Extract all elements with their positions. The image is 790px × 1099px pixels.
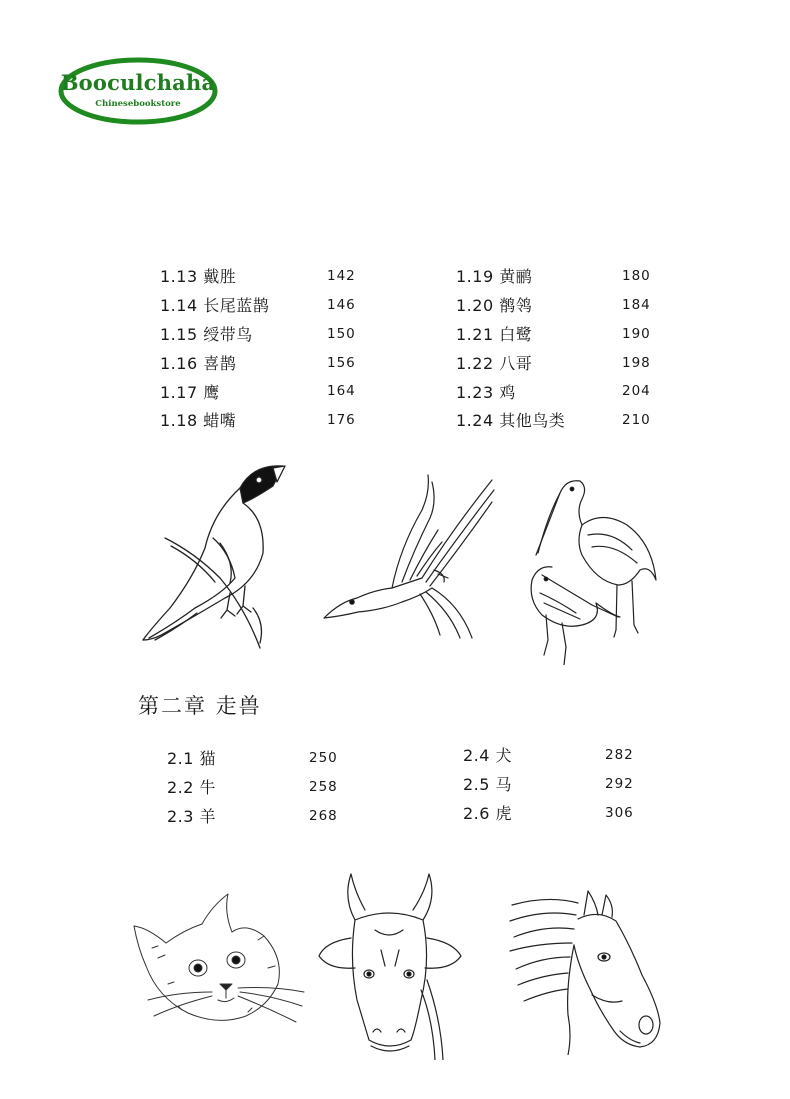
egrets-illustration (522, 475, 662, 665)
toc-page-1-19: 180 (622, 268, 651, 284)
toc-page-2-4: 282 (605, 747, 634, 763)
toc-page-1-13: 142 (327, 268, 356, 284)
toc-page-2-1: 250 (309, 750, 338, 766)
toc-page-1-17: 164 (327, 383, 356, 399)
toc-page-2-6: 306 (605, 805, 634, 821)
toc-page-1-23: 204 (622, 383, 651, 399)
toc-entry-1-14[interactable]: 1.14 长尾蓝鹊 (160, 296, 270, 315)
toc-entry-1-22[interactable]: 1.22 八哥 (456, 354, 533, 373)
toc-entry-2-3[interactable]: 2.3 羊 (167, 807, 217, 826)
toc-entry-1-18[interactable]: 1.18 蜡嘴 (160, 411, 237, 430)
toc-entry-2-1[interactable]: 2.1 猫 (167, 749, 217, 768)
logo-brand: Booculchaha (60, 70, 216, 95)
toc-page-1-21: 190 (622, 326, 651, 342)
toc-entry-2-5[interactable]: 2.5 马 (463, 775, 513, 794)
toc-page-2-2: 258 (309, 779, 338, 795)
chapter-heading: 第二章 走兽 (138, 694, 262, 718)
toc-page-1-14: 146 (327, 297, 356, 313)
toc-page-1-24: 210 (622, 412, 651, 428)
toc-page-1-15: 150 (327, 326, 356, 342)
toc-entry-1-17[interactable]: 1.17 鹰 (160, 383, 220, 402)
logo-subtitle: Chinesebookstore (95, 99, 181, 109)
toc-entry-1-24[interactable]: 1.24 其他鸟类 (456, 411, 566, 430)
store-logo (58, 57, 218, 125)
toc-page-2-5: 292 (605, 776, 634, 792)
toc-page-2-3: 268 (309, 808, 338, 824)
grosbeak-illustration (135, 458, 295, 653)
toc-page-1-18: 176 (327, 412, 356, 428)
horse-illustration (508, 885, 668, 1055)
toc-page-1-22: 198 (622, 355, 651, 371)
toc-entry-1-16[interactable]: 1.16 喜鹊 (160, 354, 237, 373)
toc-entry-1-19[interactable]: 1.19 黄鹂 (456, 267, 533, 286)
toc-entry-2-4[interactable]: 2.4 犬 (463, 746, 513, 765)
toc-entry-1-21[interactable]: 1.21 白鹭 (456, 325, 533, 344)
ox-illustration (315, 870, 465, 1060)
toc-entry-1-20[interactable]: 1.20 鹡鸰 (456, 296, 533, 315)
toc-entry-2-6[interactable]: 2.6 虎 (463, 804, 513, 823)
toc-entry-1-23[interactable]: 1.23 鸡 (456, 383, 516, 402)
toc-page-1-16: 156 (327, 355, 356, 371)
toc-entry-1-15[interactable]: 1.15 绶带鸟 (160, 325, 253, 344)
swallow-illustration (322, 470, 502, 640)
cat-illustration (128, 888, 308, 1038)
toc-page-1-20: 184 (622, 297, 651, 313)
toc-entry-2-2[interactable]: 2.2 牛 (167, 778, 217, 797)
toc-entry-1-13[interactable]: 1.13 戴胜 (160, 267, 237, 286)
